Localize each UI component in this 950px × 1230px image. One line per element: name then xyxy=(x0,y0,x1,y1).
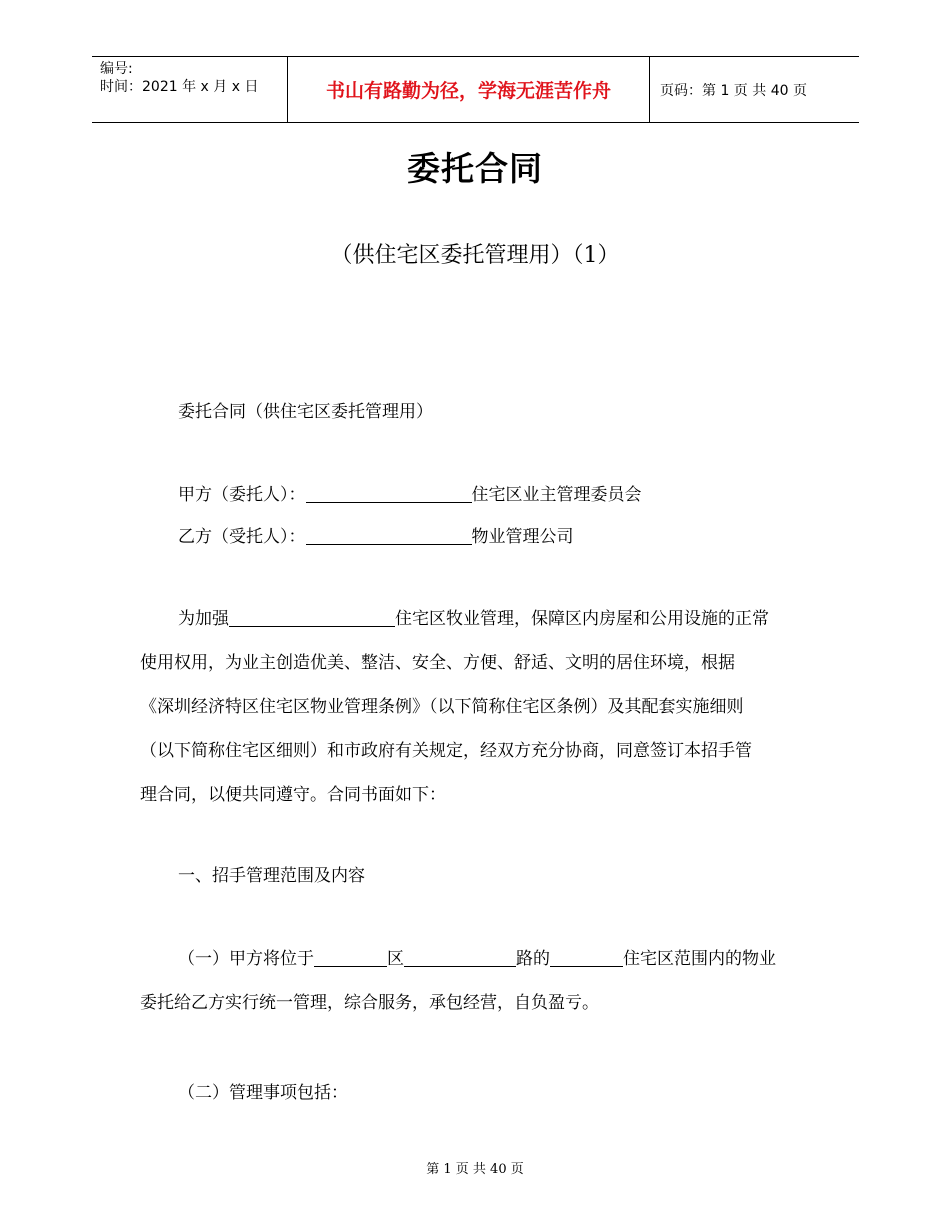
district-blank xyxy=(314,948,387,967)
page-header xyxy=(92,56,859,123)
item-1-prefix: （一）甲方将位于 xyxy=(178,949,314,969)
intro-line: （以下简称住宅区细则）和市政府有关规定，经双方充分协商，同意签订本招手管 xyxy=(140,741,752,761)
party-a-suffix: 住宅区业主管理委员会 xyxy=(471,485,642,505)
doc-time-label: 时间：2021 年 x 月 x 日 xyxy=(100,79,259,95)
intro-line: 《深圳经济特区住宅区物业管理条例》（以下简称住宅区条例）及其配套实施细则 xyxy=(140,697,744,717)
item-1-district: 区 xyxy=(387,949,404,969)
header-meta xyxy=(92,57,287,122)
party-b-label: 乙方（受托人）： xyxy=(178,527,306,547)
party-a-blank xyxy=(306,484,472,503)
section-1-heading: 一、招手管理范围及内容 xyxy=(178,866,365,886)
party-b-line xyxy=(178,522,574,547)
document-subtitle: （供住宅区委托管理用）（1） xyxy=(330,243,620,268)
header-motto: 书山有路勤为径，学海无涯苦作舟 xyxy=(287,57,650,122)
intro-blank xyxy=(229,608,395,627)
page-footer: 第 1 页 共 40 页 xyxy=(426,1162,524,1177)
intro-line: 理合同，以便共同遵守。合同书面如下： xyxy=(140,785,446,805)
item-1-paragraph xyxy=(140,937,810,1025)
document-title: 委托合同 xyxy=(407,149,543,188)
item-1-line xyxy=(140,937,810,981)
intro-line: 使用权用，为业主创造优美、整洁、安全、方便、舒适、文明的居住环境，根据 xyxy=(140,653,735,673)
header-page-info: 页码：第 1 页 共 40 页 xyxy=(660,82,807,99)
intro-prefix: 为加强 xyxy=(178,609,229,629)
party-b-blank xyxy=(306,526,472,545)
party-a-label: 甲方（委托人）： xyxy=(178,485,306,505)
item-2-heading: （二）管理事项包括： xyxy=(178,1083,348,1103)
intro-paragraph xyxy=(140,597,810,817)
item-1-road: 路的 xyxy=(516,949,550,969)
item-1-line-2: 委托给乙方实行统一管理，综合服务，承包经营，自负盈亏。 xyxy=(140,993,599,1013)
party-a-line xyxy=(178,480,642,505)
road-blank xyxy=(404,948,516,967)
party-b-suffix: 物业管理公司 xyxy=(471,527,574,547)
doc-number-label: 编号: xyxy=(100,61,133,77)
item-1-rest: 住宅区范围内的物业 xyxy=(623,949,776,969)
contract-name: 委托合同（供住宅区委托管理用） xyxy=(178,402,433,422)
estate-blank xyxy=(550,948,623,967)
intro-line xyxy=(140,597,810,641)
intro-first-rest: 住宅区牧业管理，保障区内房屋和公用设施的正常 xyxy=(395,609,769,629)
